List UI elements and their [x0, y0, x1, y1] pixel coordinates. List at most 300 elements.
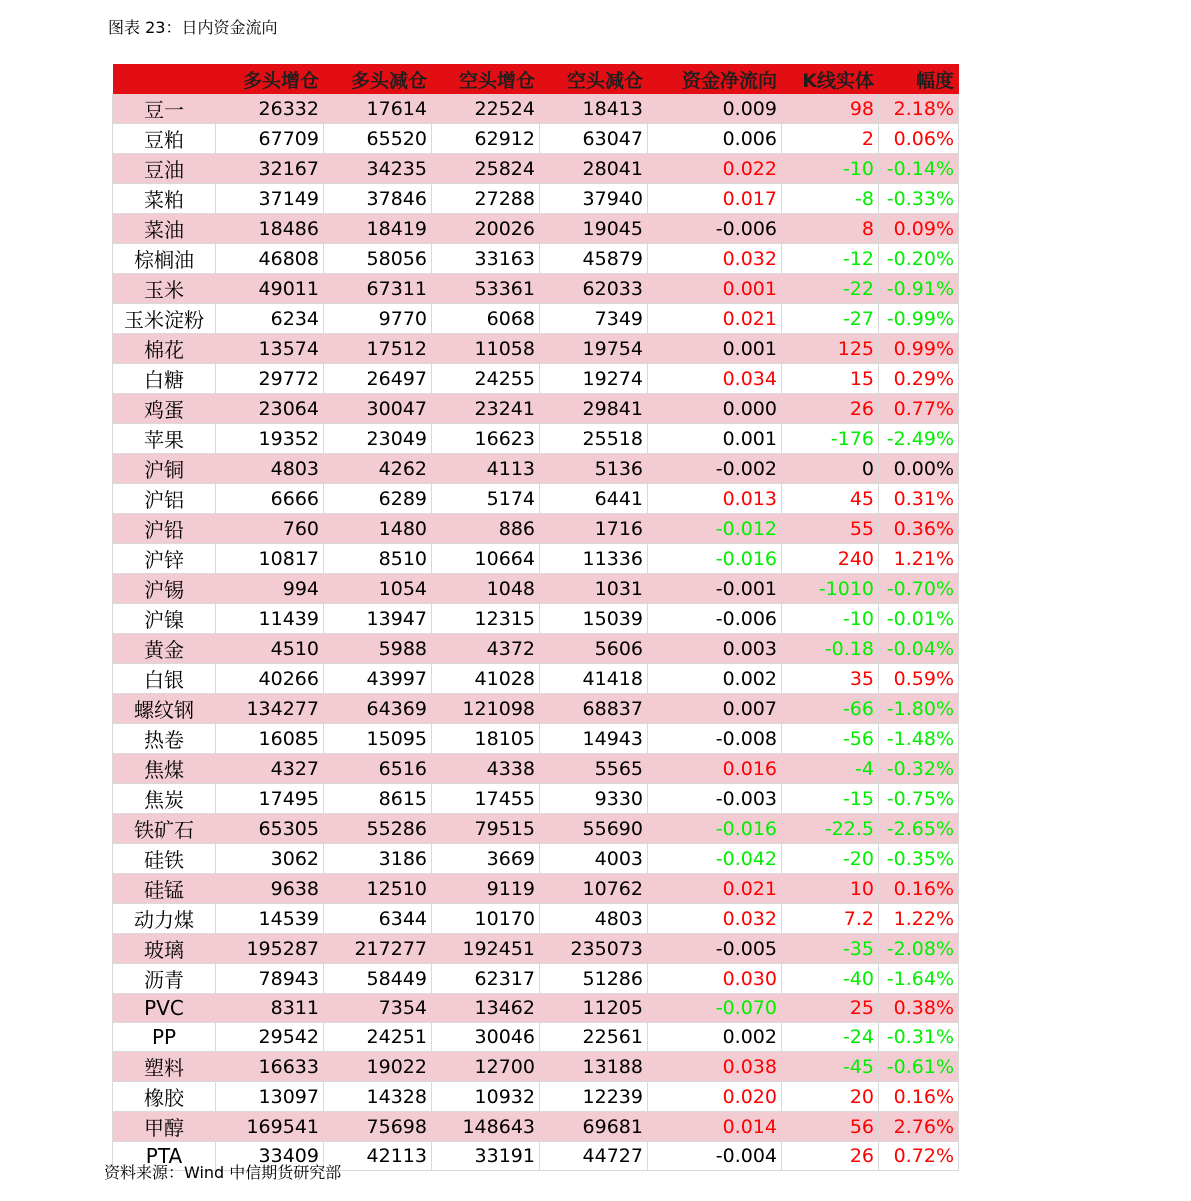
cell-change-pct: 2.76% — [879, 1112, 959, 1142]
cell-long-increase: 169541 — [216, 1112, 324, 1142]
cell-long-decrease: 19022 — [324, 1052, 432, 1082]
cell-short-decrease: 5136 — [540, 454, 648, 484]
cell-commodity-name: 玻璃 — [113, 934, 216, 964]
cell-long-decrease: 42113 — [324, 1142, 432, 1171]
cell-short-decrease: 45879 — [540, 244, 648, 274]
cell-long-decrease: 43997 — [324, 664, 432, 694]
cell-change-pct: 0.77% — [879, 394, 959, 424]
header-cell-net-flow: 资金净流向 — [648, 64, 782, 94]
cell-change-pct: -0.35% — [879, 844, 959, 874]
cell-short-increase: 13462 — [432, 994, 540, 1023]
cell-net-flow: 0.003 — [648, 634, 782, 664]
cell-short-increase: 17455 — [432, 784, 540, 814]
cell-short-increase: 5174 — [432, 484, 540, 514]
cell-candle-body: 125 — [782, 334, 879, 364]
cell-short-increase: 192451 — [432, 934, 540, 964]
cell-long-increase: 4327 — [216, 754, 324, 784]
cell-long-increase: 13097 — [216, 1082, 324, 1112]
cell-long-increase: 29772 — [216, 364, 324, 394]
cell-net-flow: 0.021 — [648, 874, 782, 904]
cell-net-flow: -0.016 — [648, 814, 782, 844]
table-row — [113, 964, 959, 994]
cell-short-decrease: 37940 — [540, 184, 648, 214]
cell-long-increase: 994 — [216, 574, 324, 604]
cell-net-flow: -0.002 — [648, 454, 782, 484]
cell-candle-body: -12 — [782, 244, 879, 274]
cell-candle-body: -4 — [782, 754, 879, 784]
table-row — [113, 454, 959, 484]
table-row — [113, 604, 959, 634]
cell-change-pct: -0.75% — [879, 784, 959, 814]
cell-net-flow: 0.000 — [648, 394, 782, 424]
cell-short-decrease: 55690 — [540, 814, 648, 844]
table-row — [113, 634, 959, 664]
cell-long-decrease: 1054 — [324, 574, 432, 604]
cell-short-increase: 23241 — [432, 394, 540, 424]
cell-short-decrease: 6441 — [540, 484, 648, 514]
cell-commodity-name: 铁矿石 — [113, 814, 216, 844]
cell-change-pct: -2.08% — [879, 934, 959, 964]
cell-commodity-name: 焦炭 — [113, 784, 216, 814]
cell-commodity-name: 豆粕 — [113, 124, 216, 154]
cell-long-increase: 23064 — [216, 394, 324, 424]
cell-short-increase: 9119 — [432, 874, 540, 904]
cell-candle-body: -45 — [782, 1052, 879, 1082]
cell-long-increase: 13574 — [216, 334, 324, 364]
cell-change-pct: 0.72% — [879, 1142, 959, 1171]
cell-net-flow: -0.006 — [648, 604, 782, 634]
table-body — [113, 94, 959, 1171]
cell-change-pct: 0.00% — [879, 454, 959, 484]
cell-change-pct: 0.59% — [879, 664, 959, 694]
cell-long-increase: 16085 — [216, 724, 324, 754]
cell-commodity-name: 塑料 — [113, 1052, 216, 1082]
cell-candle-body: 15 — [782, 364, 879, 394]
cell-net-flow: 0.030 — [648, 964, 782, 994]
table-row — [113, 1112, 959, 1142]
header-cell-short-decrease: 空头减仓 — [540, 64, 648, 94]
cell-commodity-name: 棕榈油 — [113, 244, 216, 274]
cell-short-decrease: 4803 — [540, 904, 648, 934]
cell-commodity-name: 沪锌 — [113, 544, 216, 574]
cell-change-pct: 1.22% — [879, 904, 959, 934]
cell-commodity-name: 苹果 — [113, 424, 216, 454]
cell-long-decrease: 34235 — [324, 154, 432, 184]
cell-long-decrease: 13947 — [324, 604, 432, 634]
cell-change-pct: 0.09% — [879, 214, 959, 244]
cell-commodity-name: 黄金 — [113, 634, 216, 664]
cell-long-increase: 49011 — [216, 274, 324, 304]
cell-net-flow: -0.006 — [648, 214, 782, 244]
table-row — [113, 814, 959, 844]
cell-short-increase: 18105 — [432, 724, 540, 754]
table-row — [113, 904, 959, 934]
cell-short-increase: 4338 — [432, 754, 540, 784]
cell-candle-body: 45 — [782, 484, 879, 514]
cell-candle-body: -27 — [782, 304, 879, 334]
cell-candle-body: -1010 — [782, 574, 879, 604]
cell-net-flow: 0.034 — [648, 364, 782, 394]
cell-net-flow: 0.013 — [648, 484, 782, 514]
table-row — [113, 874, 959, 904]
table-row — [113, 334, 959, 364]
cell-change-pct: 0.29% — [879, 364, 959, 394]
cell-change-pct: -2.65% — [879, 814, 959, 844]
cell-long-decrease: 6344 — [324, 904, 432, 934]
table-row — [113, 514, 959, 544]
cell-candle-body: 20 — [782, 1082, 879, 1112]
cell-long-decrease: 30047 — [324, 394, 432, 424]
cell-candle-body: 56 — [782, 1112, 879, 1142]
cell-change-pct: -0.61% — [879, 1052, 959, 1082]
cell-change-pct: 0.38% — [879, 994, 959, 1023]
cell-long-increase: 6666 — [216, 484, 324, 514]
cell-short-decrease: 15039 — [540, 604, 648, 634]
cell-change-pct: 0.16% — [879, 874, 959, 904]
cell-net-flow: 0.016 — [648, 754, 782, 784]
cell-net-flow: -0.004 — [648, 1142, 782, 1171]
cell-candle-body: -20 — [782, 844, 879, 874]
cell-short-decrease: 19045 — [540, 214, 648, 244]
cell-candle-body: -0.18 — [782, 634, 879, 664]
source-note: 资料来源：Wind 中信期货研究部 — [104, 1163, 342, 1182]
cell-net-flow: 0.006 — [648, 124, 782, 154]
table-row — [113, 1023, 959, 1052]
table-row — [113, 484, 959, 514]
cell-short-increase: 10664 — [432, 544, 540, 574]
cell-net-flow: 0.017 — [648, 184, 782, 214]
cell-candle-body: -22.5 — [782, 814, 879, 844]
cell-candle-body: -10 — [782, 154, 879, 184]
cell-long-decrease: 6516 — [324, 754, 432, 784]
cell-change-pct: -1.80% — [879, 694, 959, 724]
cell-short-decrease: 25518 — [540, 424, 648, 454]
cell-net-flow: 0.032 — [648, 904, 782, 934]
cell-long-decrease: 14328 — [324, 1082, 432, 1112]
cell-short-decrease: 41418 — [540, 664, 648, 694]
cell-long-increase: 4803 — [216, 454, 324, 484]
cell-commodity-name: 玉米 — [113, 274, 216, 304]
cell-net-flow: -0.070 — [648, 994, 782, 1023]
cell-commodity-name: 沪锡 — [113, 574, 216, 604]
cell-short-increase: 33191 — [432, 1142, 540, 1171]
cell-long-decrease: 8510 — [324, 544, 432, 574]
header-cell-change-pct: 幅度 — [879, 64, 959, 94]
cell-net-flow: 0.032 — [648, 244, 782, 274]
cell-change-pct: -0.91% — [879, 274, 959, 304]
cell-short-decrease: 19274 — [540, 364, 648, 394]
cell-candle-body: -24 — [782, 1023, 879, 1052]
cell-candle-body: -176 — [782, 424, 879, 454]
cell-long-decrease: 8615 — [324, 784, 432, 814]
cell-short-increase: 41028 — [432, 664, 540, 694]
cell-short-increase: 79515 — [432, 814, 540, 844]
cell-commodity-name: 沪铝 — [113, 484, 216, 514]
cell-short-decrease: 5565 — [540, 754, 648, 784]
cell-long-decrease: 67311 — [324, 274, 432, 304]
cell-commodity-name: 菜粕 — [113, 184, 216, 214]
cell-long-increase: 19352 — [216, 424, 324, 454]
header-row — [113, 64, 959, 94]
table-row — [113, 184, 959, 214]
cell-short-decrease: 1716 — [540, 514, 648, 544]
cell-short-decrease: 18413 — [540, 94, 648, 124]
cell-short-increase: 53361 — [432, 274, 540, 304]
cell-long-increase: 17495 — [216, 784, 324, 814]
cell-change-pct: -1.48% — [879, 724, 959, 754]
cell-long-increase: 14539 — [216, 904, 324, 934]
cell-short-increase: 25824 — [432, 154, 540, 184]
cell-long-increase: 37149 — [216, 184, 324, 214]
table-header — [113, 64, 959, 94]
cell-candle-body: 7.2 — [782, 904, 879, 934]
cell-change-pct: -0.01% — [879, 604, 959, 634]
cell-candle-body: 55 — [782, 514, 879, 544]
cell-short-decrease: 11336 — [540, 544, 648, 574]
cell-short-increase: 12700 — [432, 1052, 540, 1082]
cell-net-flow: -0.016 — [648, 544, 782, 574]
cell-change-pct: -0.14% — [879, 154, 959, 184]
cell-long-increase: 18486 — [216, 214, 324, 244]
cell-net-flow: 0.001 — [648, 334, 782, 364]
cell-long-decrease: 17512 — [324, 334, 432, 364]
cell-short-increase: 30046 — [432, 1023, 540, 1052]
cell-commodity-name: 鸡蛋 — [113, 394, 216, 424]
cell-short-increase: 20026 — [432, 214, 540, 244]
table-row — [113, 544, 959, 574]
table-row — [113, 724, 959, 754]
cell-short-increase: 148643 — [432, 1112, 540, 1142]
cell-short-decrease: 14943 — [540, 724, 648, 754]
cell-long-increase: 4510 — [216, 634, 324, 664]
cell-net-flow: 0.022 — [648, 154, 782, 184]
cell-short-increase: 62912 — [432, 124, 540, 154]
cell-candle-body: 8 — [782, 214, 879, 244]
cell-long-decrease: 24251 — [324, 1023, 432, 1052]
cell-net-flow: -0.003 — [648, 784, 782, 814]
cell-change-pct: -0.70% — [879, 574, 959, 604]
cell-long-decrease: 5988 — [324, 634, 432, 664]
table-row — [113, 994, 959, 1023]
cell-candle-body: -8 — [782, 184, 879, 214]
cell-long-increase: 29542 — [216, 1023, 324, 1052]
cell-commodity-name: 白糖 — [113, 364, 216, 394]
fund-flow-table — [112, 64, 959, 1171]
cell-commodity-name: 玉米淀粉 — [113, 304, 216, 334]
cell-long-increase: 78943 — [216, 964, 324, 994]
table-row — [113, 934, 959, 964]
cell-net-flow: 0.014 — [648, 1112, 782, 1142]
cell-long-increase: 8311 — [216, 994, 324, 1023]
cell-long-decrease: 7354 — [324, 994, 432, 1023]
cell-candle-body: 26 — [782, 1142, 879, 1171]
cell-commodity-name: 硅铁 — [113, 844, 216, 874]
cell-long-increase: 33409 — [216, 1142, 324, 1171]
cell-change-pct: 0.16% — [879, 1082, 959, 1112]
cell-long-decrease: 23049 — [324, 424, 432, 454]
cell-candle-body: -40 — [782, 964, 879, 994]
cell-net-flow: 0.002 — [648, 1023, 782, 1052]
table-row — [113, 694, 959, 724]
cell-short-decrease: 235073 — [540, 934, 648, 964]
cell-commodity-name: 螺纹钢 — [113, 694, 216, 724]
cell-candle-body: 240 — [782, 544, 879, 574]
cell-commodity-name: 棉花 — [113, 334, 216, 364]
cell-net-flow: 0.001 — [648, 424, 782, 454]
cell-candle-body: -35 — [782, 934, 879, 964]
cell-change-pct: -0.04% — [879, 634, 959, 664]
cell-change-pct: -0.31% — [879, 1023, 959, 1052]
cell-short-decrease: 22561 — [540, 1023, 648, 1052]
cell-short-increase: 22524 — [432, 94, 540, 124]
cell-short-decrease: 29841 — [540, 394, 648, 424]
cell-net-flow: -0.001 — [648, 574, 782, 604]
table-row — [113, 94, 959, 124]
table-row — [113, 244, 959, 274]
cell-long-decrease: 18419 — [324, 214, 432, 244]
cell-short-decrease: 13188 — [540, 1052, 648, 1082]
cell-change-pct: -0.32% — [879, 754, 959, 784]
cell-short-decrease: 69681 — [540, 1112, 648, 1142]
cell-change-pct: -0.20% — [879, 244, 959, 274]
cell-net-flow: -0.005 — [648, 934, 782, 964]
header-cell-candle-body: K线实体 — [782, 64, 879, 94]
cell-long-increase: 10817 — [216, 544, 324, 574]
cell-short-decrease: 11205 — [540, 994, 648, 1023]
table-row — [113, 154, 959, 184]
cell-long-increase: 16633 — [216, 1052, 324, 1082]
cell-short-decrease: 9330 — [540, 784, 648, 814]
cell-short-increase: 10932 — [432, 1082, 540, 1112]
cell-net-flow: 0.038 — [648, 1052, 782, 1082]
cell-short-decrease: 44727 — [540, 1142, 648, 1171]
cell-long-decrease: 26497 — [324, 364, 432, 394]
cell-short-decrease: 12239 — [540, 1082, 648, 1112]
cell-commodity-name: 动力煤 — [113, 904, 216, 934]
cell-commodity-name: 焦煤 — [113, 754, 216, 784]
cell-long-increase: 40266 — [216, 664, 324, 694]
cell-commodity-name: 白银 — [113, 664, 216, 694]
cell-change-pct: 0.31% — [879, 484, 959, 514]
figure-caption: 图表 23：日内资金流向 — [108, 18, 278, 37]
cell-short-decrease: 1031 — [540, 574, 648, 604]
cell-long-decrease: 64369 — [324, 694, 432, 724]
cell-candle-body: 0 — [782, 454, 879, 484]
cell-commodity-name: 橡胶 — [113, 1082, 216, 1112]
table-row — [113, 574, 959, 604]
header-cell-long-increase: 多头增仓 — [216, 64, 324, 94]
cell-short-increase: 4372 — [432, 634, 540, 664]
cell-long-increase: 11439 — [216, 604, 324, 634]
table-row — [113, 754, 959, 784]
cell-change-pct: -2.49% — [879, 424, 959, 454]
cell-commodity-name: 豆一 — [113, 94, 216, 124]
cell-short-increase: 12315 — [432, 604, 540, 634]
table-row — [113, 394, 959, 424]
cell-candle-body: -22 — [782, 274, 879, 304]
cell-long-decrease: 55286 — [324, 814, 432, 844]
cell-candle-body: -10 — [782, 604, 879, 634]
cell-change-pct: 2.18% — [879, 94, 959, 124]
cell-short-decrease: 63047 — [540, 124, 648, 154]
table-row — [113, 214, 959, 244]
cell-candle-body: 10 — [782, 874, 879, 904]
cell-candle-body: 98 — [782, 94, 879, 124]
table-row — [113, 124, 959, 154]
table-row — [113, 304, 959, 334]
cell-long-decrease: 3186 — [324, 844, 432, 874]
cell-candle-body: 25 — [782, 994, 879, 1023]
cell-short-increase: 62317 — [432, 964, 540, 994]
cell-long-increase: 760 — [216, 514, 324, 544]
table-row — [113, 274, 959, 304]
cell-long-increase: 9638 — [216, 874, 324, 904]
cell-net-flow: 0.007 — [648, 694, 782, 724]
cell-short-increase: 16623 — [432, 424, 540, 454]
cell-long-increase: 195287 — [216, 934, 324, 964]
cell-commodity-name: 豆油 — [113, 154, 216, 184]
cell-net-flow: 0.021 — [648, 304, 782, 334]
cell-long-increase: 65305 — [216, 814, 324, 844]
cell-short-increase: 3669 — [432, 844, 540, 874]
cell-candle-body: 2 — [782, 124, 879, 154]
cell-net-flow: 0.002 — [648, 664, 782, 694]
cell-long-increase: 26332 — [216, 94, 324, 124]
cell-long-decrease: 65520 — [324, 124, 432, 154]
cell-long-decrease: 6289 — [324, 484, 432, 514]
cell-candle-body: 26 — [782, 394, 879, 424]
table-row — [113, 1082, 959, 1112]
cell-commodity-name: 硅锰 — [113, 874, 216, 904]
cell-candle-body: -66 — [782, 694, 879, 724]
cell-commodity-name: 沪铜 — [113, 454, 216, 484]
cell-short-increase: 886 — [432, 514, 540, 544]
cell-commodity-name: 沪镍 — [113, 604, 216, 634]
table-row — [113, 424, 959, 454]
cell-commodity-name: PP — [113, 1023, 216, 1052]
cell-commodity-name: 热卷 — [113, 724, 216, 754]
cell-short-decrease: 5606 — [540, 634, 648, 664]
cell-long-decrease: 9770 — [324, 304, 432, 334]
cell-short-increase: 1048 — [432, 574, 540, 604]
cell-candle-body: -15 — [782, 784, 879, 814]
cell-commodity-name: PTA — [113, 1142, 216, 1171]
cell-short-increase: 10170 — [432, 904, 540, 934]
cell-net-flow: 0.009 — [648, 94, 782, 124]
cell-long-decrease: 15095 — [324, 724, 432, 754]
table-row — [113, 844, 959, 874]
cell-short-decrease: 7349 — [540, 304, 648, 334]
cell-short-increase: 11058 — [432, 334, 540, 364]
cell-short-decrease: 51286 — [540, 964, 648, 994]
cell-short-increase: 4113 — [432, 454, 540, 484]
table-row — [113, 664, 959, 694]
cell-net-flow: 0.001 — [648, 274, 782, 304]
cell-long-decrease: 1480 — [324, 514, 432, 544]
table-row — [113, 784, 959, 814]
cell-net-flow: -0.008 — [648, 724, 782, 754]
cell-change-pct: -0.33% — [879, 184, 959, 214]
cell-long-decrease: 75698 — [324, 1112, 432, 1142]
cell-change-pct: 0.99% — [879, 334, 959, 364]
cell-short-increase: 33163 — [432, 244, 540, 274]
cell-long-decrease: 58056 — [324, 244, 432, 274]
cell-change-pct: 0.36% — [879, 514, 959, 544]
cell-net-flow: -0.012 — [648, 514, 782, 544]
cell-long-increase: 32167 — [216, 154, 324, 184]
cell-short-decrease: 10762 — [540, 874, 648, 904]
cell-long-decrease: 217277 — [324, 934, 432, 964]
